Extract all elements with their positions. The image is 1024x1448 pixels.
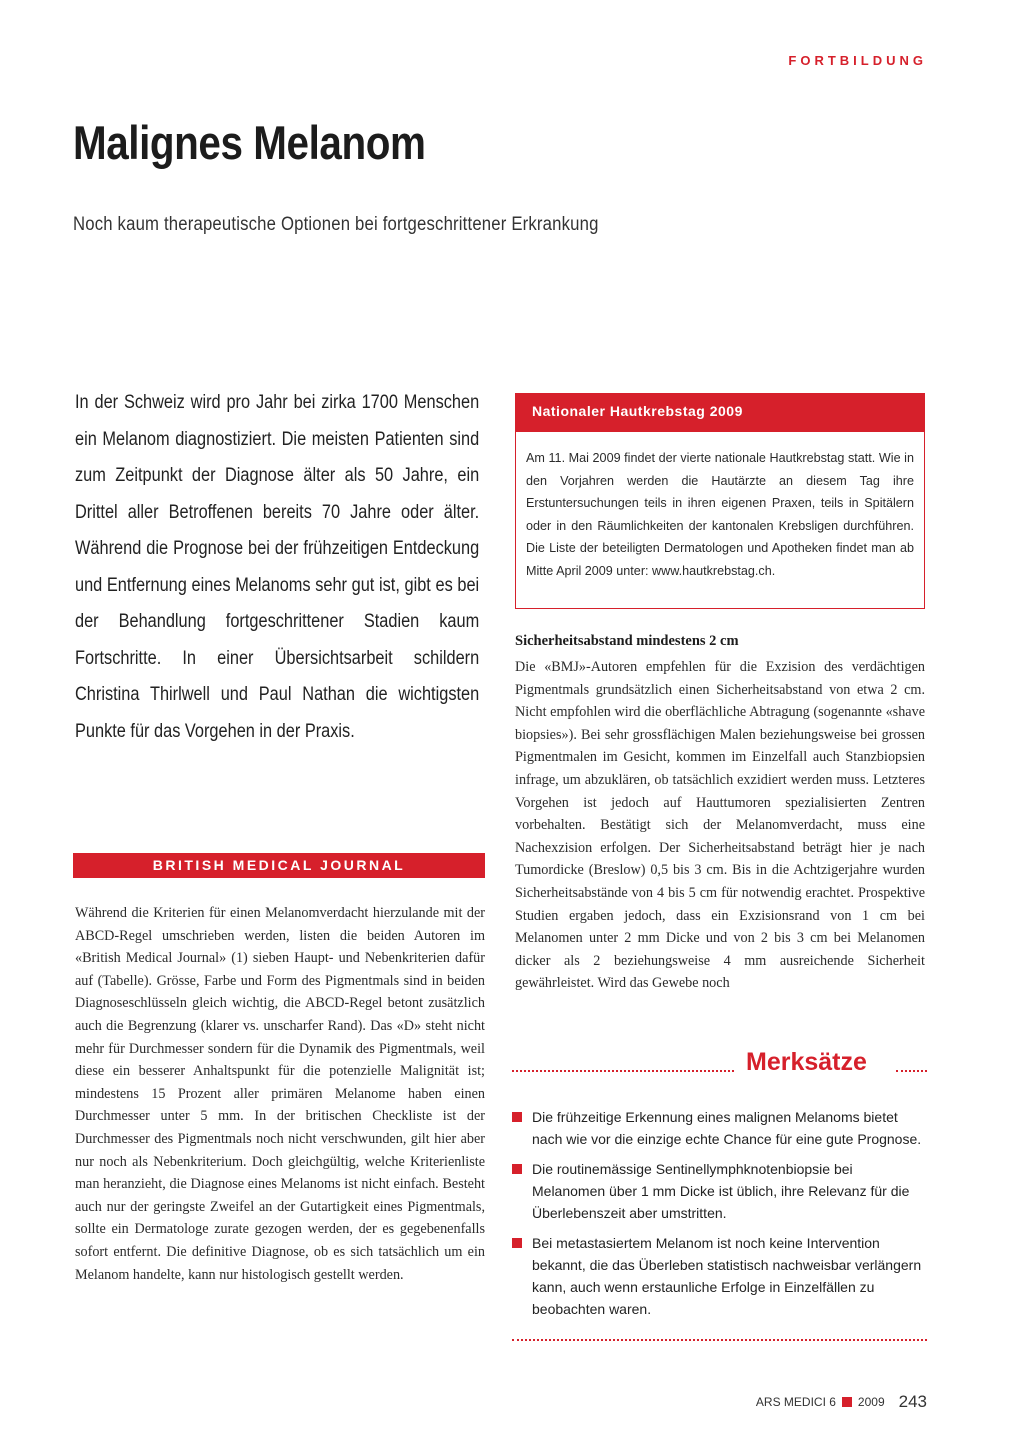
left-body-text: Während die Kriterien für einen Melanomverdacht hierzulande mit der ABCD-Regel umschrieben werden, listen die beiden Autoren im «British Medical Journal» (1) sieben Haupt- und Nebenkriterien dafür auf (Tabelle). Grösse, Farbe und Form des Pigmentmals sind in beiden Diagnoseschlüsseln gleich wichtig, die ABCD-Regel betont zusätzlich auch die Begrenzung (klarer vs. unscharfer Rand). Das «D» steht nicht mehr für Durchmesser sondern für die Dynamik des Pigmentmals, weil diese ein besserer Anhaltspunkt für die potenzielle Malignität ist; mindestens 15 Prozent aller primären Melanome haben einen Durchmesser unter 5 mm. In der britischen Checkliste ist der Durchmesser des Pigmentmals noch nicht verschwunden, gilt hier aber nur noch als Nebenkriterium. Doch gleichgültig, welche Kriterienliste man heranzieht, die Diagnose eines Melanoms ist nicht einfach. Besteht auch nur der geringste Zweifel an der Gutartigkeit eines Pigmentmals, sollte ein Dermatologe zurate gezogen werden, der es gegebenenfalls sofort entfernt. Die definitive Diagnose, ob es sich tatsächlich um ein Melanom handelte, kann nur histologisch gestellt werden. [75,905,485,1283]
page-number: 243 [898,1392,927,1411]
merksatz-text: Die routinemässige Sentinellymphknotenbiopsie bei Melanomen über 1 mm Dicke ist üblich, ihre Relevanz für die Überlebenszeit aber umstritten. [532,1161,910,1221]
merksaetze-bottom-divider [512,1339,927,1341]
merksaetze-divider-left [512,1070,734,1072]
section-label: FORTBILDUNG [788,53,927,68]
merksaetze-divider-right [896,1070,927,1072]
info-box [515,393,925,609]
bullet-square-icon [512,1112,522,1122]
section-subheading: Sicherheitsabstand mindestens 2 cm [515,633,739,649]
merksatz-item [512,1158,927,1224]
merksatz-item [512,1232,927,1320]
right-body-text: Die «BMJ»-Autoren empfehlen für die Exzision des verdächtigen Pigmentmals grundsätzlich einen Sicherheitsabstand von etwa 2 cm. Nicht empfohlen wird die oberflächliche Abtragung (sogenannte «shave biopsies»). Bei sehr grossflächigen Malen beziehungsweise bei grossen Pigmentmalen im Gesicht, kommen im Einzelfall auch Stanzbiopsien infrage, um abzuklären, ob tatsächlich exzidiert werden muss. Letzteres Vorgehen ist jedoch auf Hauttumoren spezialisierten Zentren vorbehalten. Bestätigt sich der Melanomverdacht, muss eine Nachexzision erfolgen. Der Sicherheitsabstand beträgt hier je nach Tumordicke (Breslow) 0,5 bis 3 cm. Bis in die Achtzigerjahre wurden Sicherheitsabstände von 4 bis 5 cm für notwendig erachtet. Prospektive Studien ergaben jedoch, dass ein Exzisionsrand von 1 cm bei Melanomen unter 2 mm Dicke und von 2 bis 3 cm bei Melanomen dicker als 2 beziehungsweise 4 mm ausreichende Sicherheit gewährleistet. Wird das Gewebe noch [515,659,925,992]
article-title: Malignes Melanom [73,116,426,169]
article-subtitle: Noch kaum therapeutische Optionen bei fortgeschrittener Erkrankung [73,214,599,235]
info-box-text: Am 11. Mai 2009 findet der vierte nationale Hautkrebstag statt. Wie in den Vorjahren werden die Hautärzte an diesem Tag ihre Erstuntersuchungen teils in ihren eigenen Praxen, teils in Spitälern oder in den Räumlichkeiten der kantonalen Krebsligen durchführen. Die Liste der beteiligten Dermatologen und Apotheken findet man ab Mitte April 2009 unter: www.hautkrebstag.ch. [526,451,914,578]
merksaetze-title: Merksätze [746,1048,867,1076]
page-footer [756,1392,927,1412]
footer-square-icon [842,1397,852,1407]
bullet-square-icon [512,1238,522,1248]
merksatz-text: Bei metastasiertem Melanom ist noch keine Intervention bekannt, die das Überleben statistisch nachweisbar verlängern kann, auch wenn erstaunliche Erfolge in Einzelfällen zu beobachten waren. [532,1235,922,1317]
lead-paragraph: In der Schweiz wird pro Jahr bei zirka 1700 Menschen ein Melanom diagnostiziert. Die meisten Patienten sind zum Zeitpunkt der Diagnose älter als 50 Jahre, ein Drittel aller Betroffenen bereits 70 Jahre oder älter. Während die Prognose bei der frühzeitigen Entdeckung und Entfernung eines Melanoms sehr gut ist, gibt es bei der Behandlung fortgeschrittener Stadien kaum Fortschritte. In einer Übersichtsarbeit schildern Christina Thirlwell und Paul Nathan die wichtigsten Punkte für das Vorgehen in der Praxis. [75,392,480,742]
info-box-title: Nationaler Hautkrebstag 2009 [516,394,924,432]
merksatz-text: Die frühzeitige Erkennung eines malignen Melanoms bietet nach wie vor die einzige echte Chance für eine gute Prognose. [532,1109,922,1147]
journal-name: ARS MEDICI 6 [755,1395,836,1409]
journal-year: 2009 [857,1395,885,1409]
merksaetze-list [512,1106,927,1328]
bullet-square-icon [512,1164,522,1174]
source-bar: BRITISH MEDICAL JOURNAL [73,853,485,878]
merksatz-item [512,1106,927,1150]
